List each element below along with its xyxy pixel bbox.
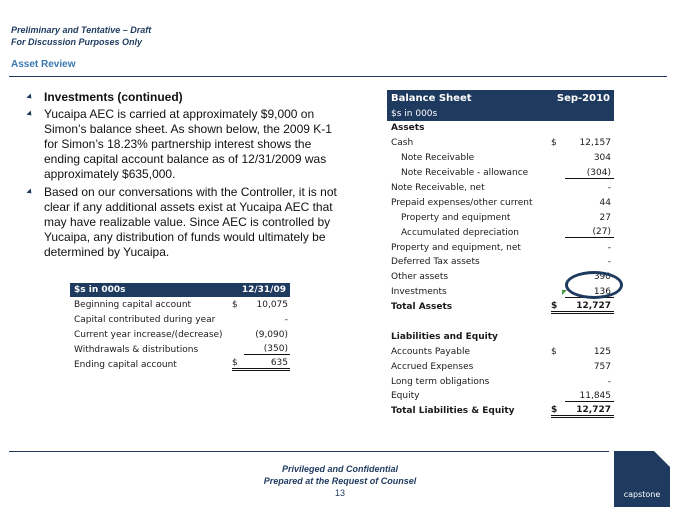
row-label: Beginning capital account — [74, 299, 192, 310]
logo-text: capstone — [623, 490, 661, 499]
row-label: Accumulated depreciation — [401, 227, 519, 238]
capital-table-period: 12/31/09 — [241, 285, 286, 295]
row-label: Investments — [391, 287, 447, 298]
row-label: Assets — [391, 123, 425, 134]
bullet-marker-icon — [26, 188, 33, 195]
row-label: Property and equipment, net — [391, 242, 521, 253]
bullet-text: Investments (continued) — [44, 90, 183, 104]
row-value: 12,727 — [565, 405, 614, 418]
table-row — [387, 181, 614, 196]
table-row — [387, 359, 614, 374]
table-row-ending — [70, 357, 290, 372]
page-number: 13 — [334, 488, 345, 498]
table-row-total-liabilities — [387, 404, 614, 419]
capital-table-units: $s in 000s — [74, 285, 126, 295]
row-value: (27) — [565, 227, 614, 238]
bullet-marker-icon — [26, 110, 33, 117]
row-value: 12,727 — [565, 301, 614, 314]
row-label: Cash — [391, 138, 414, 149]
discussion-notice: For Discussion Purposes Only — [11, 37, 143, 47]
row-value: 27 — [599, 212, 611, 223]
balance-sheet-table — [387, 90, 614, 419]
table-row — [387, 136, 614, 151]
capital-account-table — [70, 283, 290, 372]
row-value: 125 — [593, 346, 611, 357]
table-row — [70, 342, 290, 357]
table-row-spacer — [387, 315, 614, 330]
row-value: 12,157 — [579, 138, 611, 149]
table-row — [387, 210, 614, 225]
row-label: Accrued Expenses — [391, 361, 474, 372]
row-currency: $ — [551, 346, 557, 357]
table-row — [387, 374, 614, 389]
table-row — [387, 166, 614, 181]
bullet-text: Based on our conversations with the Controller, it is not clear if any additional assets exist at Yucaipa AEC that may have realizable value. Since AEC is controlled by Yucaipa, any distribution of funds would ultimately be determined by Yucaipa. — [44, 185, 337, 259]
row-value: 304 — [593, 153, 611, 164]
row-value: (350) — [244, 344, 290, 355]
row-value: 390 — [593, 272, 611, 283]
row-label: Note Receivable, net — [391, 183, 485, 193]
row-label: Total Assets — [391, 302, 453, 313]
table-row — [387, 344, 614, 359]
row-label: Note Receivable — [401, 153, 475, 164]
row-value: - — [284, 314, 288, 325]
table-row — [387, 225, 614, 240]
row-label: Other assets — [391, 272, 449, 283]
bullet-list — [28, 90, 348, 263]
row-label: Note Receivable - allowance — [401, 168, 529, 179]
row-label: Total Liabilities & Equity — [391, 406, 515, 417]
bullet-marker-icon — [26, 93, 33, 100]
row-label: Liabilities and Equity — [391, 331, 498, 342]
table-row — [387, 240, 614, 255]
row-currency: $ — [551, 405, 565, 418]
table-row — [70, 327, 290, 342]
balance-sheet-header — [387, 90, 614, 107]
annotation-marker — [562, 290, 567, 295]
row-label: Current year increase/(decrease) — [74, 329, 223, 340]
capital-table-header — [70, 283, 290, 297]
table-row — [387, 389, 614, 404]
table-row — [70, 297, 290, 312]
bullet-text: Yucaipa AEC is carried at approximately $9,000 on Simon’s balance sheet. As shown below, the 2009 K-1 for Simon’s 18.23% partnership interest shows the ending capital account balance as of 12/31/2009 was approximately $635,000. — [44, 107, 332, 181]
row-value: - — [607, 242, 611, 253]
bullet-item — [28, 107, 348, 182]
confidential-notice: Privileged and Confidential — [281, 464, 398, 474]
logo-corner-icon — [654, 451, 670, 467]
draft-notice: Preliminary and Tentative – Draft — [11, 25, 152, 35]
row-label: Withdrawals & distributions — [74, 344, 199, 355]
row-currency: $ — [551, 138, 557, 149]
highlight-ellipse — [565, 271, 623, 299]
table-row — [70, 312, 290, 327]
row-value: - — [607, 376, 611, 387]
balance-sheet-title: Balance Sheet — [391, 93, 472, 104]
footer-divider — [9, 451, 609, 452]
row-value: 10,075 — [256, 299, 288, 310]
table-row-total-assets — [387, 300, 614, 315]
balance-sheet-units: $s in 000s — [387, 107, 614, 121]
row-label: Equity — [391, 391, 420, 402]
row-currency: $ — [551, 301, 565, 314]
table-row — [387, 151, 614, 166]
bullet-item — [28, 90, 348, 105]
row-value: 11,845 — [565, 391, 614, 402]
row-value: 757 — [593, 361, 611, 372]
row-label: Ending capital account — [74, 359, 177, 370]
table-row — [387, 255, 614, 270]
table-row — [387, 329, 614, 344]
capstone-logo — [614, 451, 670, 507]
row-value: 44 — [599, 197, 611, 208]
table-row — [387, 195, 614, 210]
row-label: Deferred Tax assets — [391, 257, 480, 268]
section-title: Asset Review — [11, 59, 76, 70]
row-value: 136 — [565, 287, 614, 298]
row-currency: $ — [232, 299, 238, 310]
row-label: Property and equipment — [401, 212, 511, 223]
row-value: 635 — [244, 358, 290, 371]
counsel-notice: Prepared at the Request of Counsel — [263, 476, 417, 486]
row-label: Long term obligations — [391, 376, 490, 387]
table-row — [387, 121, 614, 136]
row-label: Prepaid expenses/other current — [391, 197, 533, 208]
balance-sheet-period: Sep-2010 — [556, 93, 610, 104]
row-label: Accounts Payable — [391, 346, 471, 357]
row-value: (9,090) — [255, 329, 288, 340]
header-divider — [9, 76, 667, 77]
row-value: - — [607, 183, 611, 193]
row-value: - — [607, 257, 611, 268]
row-currency: $ — [232, 358, 244, 371]
row-value: (304) — [565, 168, 614, 179]
bullet-item — [28, 185, 348, 260]
row-label: Capital contributed during year — [74, 314, 216, 325]
